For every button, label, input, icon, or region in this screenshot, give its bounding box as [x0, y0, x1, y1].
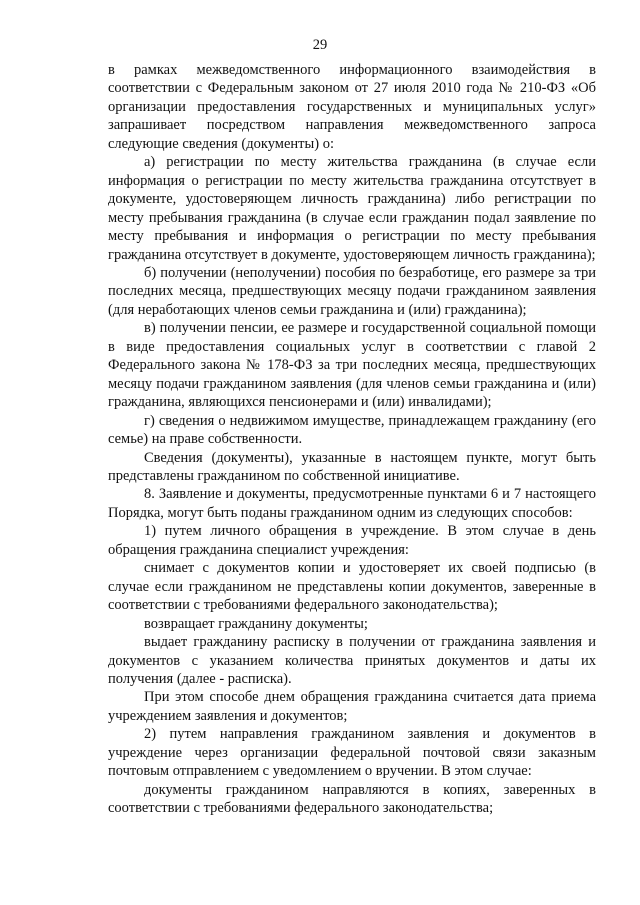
paragraph-item-b: б) получении (неполучении) пособия по безработице, его размере за три последних месяца, предшествующих месяцу подачи гражданином заявления (для неработающих членов семьи гражданина и (или) гражданина); — [108, 264, 596, 318]
paragraph-item-a: а) регистрации по месту жительства гражданина (в случае если информация о регистрации по месту жительства гражданина отсутствует в документе, удостоверяющем личность гражданина) либо регистрации по месту пребывания гражданина (в случае если гражданин подал заявление по месту пребывания и информация о регистрации по месту пребывания гражданина отсутствует в документе, удостоверяющем личность гражданина); — [108, 154, 596, 263]
paragraph-own-initiative: Сведения (документы), указанные в настоящем пункте, могут быть представлены гражданином по собственной инициативе. — [108, 449, 596, 484]
paragraph-method-2: 2) путем направления гражданином заявления и документов в учреждение через организации федеральной почтовой связи заказным почтовым отправлением с уведомлением о вручении. В этом случае: — [108, 726, 596, 780]
paragraph-date-of-application: При этом способе днем обращения гражданина считается дата приема учреждением заявления и документов; — [108, 689, 596, 724]
paragraph-copies: снимает с документов копии и удостоверяет их своей подписью (в случае если гражданином не представлены копии документов, заверенные в соответствии с требованиями федерального законодательства); — [108, 560, 596, 614]
paragraph-clause-8: 8. Заявление и документы, предусмотренные пунктами 6 и 7 настоящего Порядка, могут быть поданы гражданином одним из следующих способов: — [108, 486, 596, 521]
paragraph-certified-copies: документы гражданином направляются в копиях, заверенных в соответствии с требованиями федерального законодательства; — [108, 781, 596, 817]
paragraph-method-1: 1) путем личного обращения в учреждение. В этом случае в день обращения гражданина специалист учреждения: — [108, 523, 596, 558]
paragraph-receipt: выдает гражданину расписку в получении от гражданина заявления и документов с указанием количества принятых документов и даты их получения (далее - расписка). — [108, 634, 596, 687]
paragraph-return-documents: возвращает гражданину документы; — [144, 615, 368, 632]
paragraph-item-g: г) сведения о недвижимом имуществе, принадлежащем гражданину (его семье) на праве собственности. — [108, 412, 596, 448]
paragraph-intro: в рамках межведомственного информационного взаимодействия в соответствии с Федеральным законом от 27 июля 2010 года № 210-ФЗ «Об организации предоставления государственных и муниципальных услуг» запрашивает посредством направления межведомственного запроса следующие сведения (документы) о: — [108, 62, 596, 152]
paragraph-item-v: в) получении пенсии, ее размере и государственной социальной помощи в виде предоставления социальных услуг в соответствии с главой 2 Федерального закона № 178-ФЗ за три последних месяца, предшествующих месяцу подачи гражданином заявления (для членов семьи гражданина и (или) гражданина, являющихся пенсионерами и (или) инвалидами); — [108, 320, 596, 411]
document-body — [108, 61, 596, 818]
page-number: 29 — [312, 37, 328, 53]
